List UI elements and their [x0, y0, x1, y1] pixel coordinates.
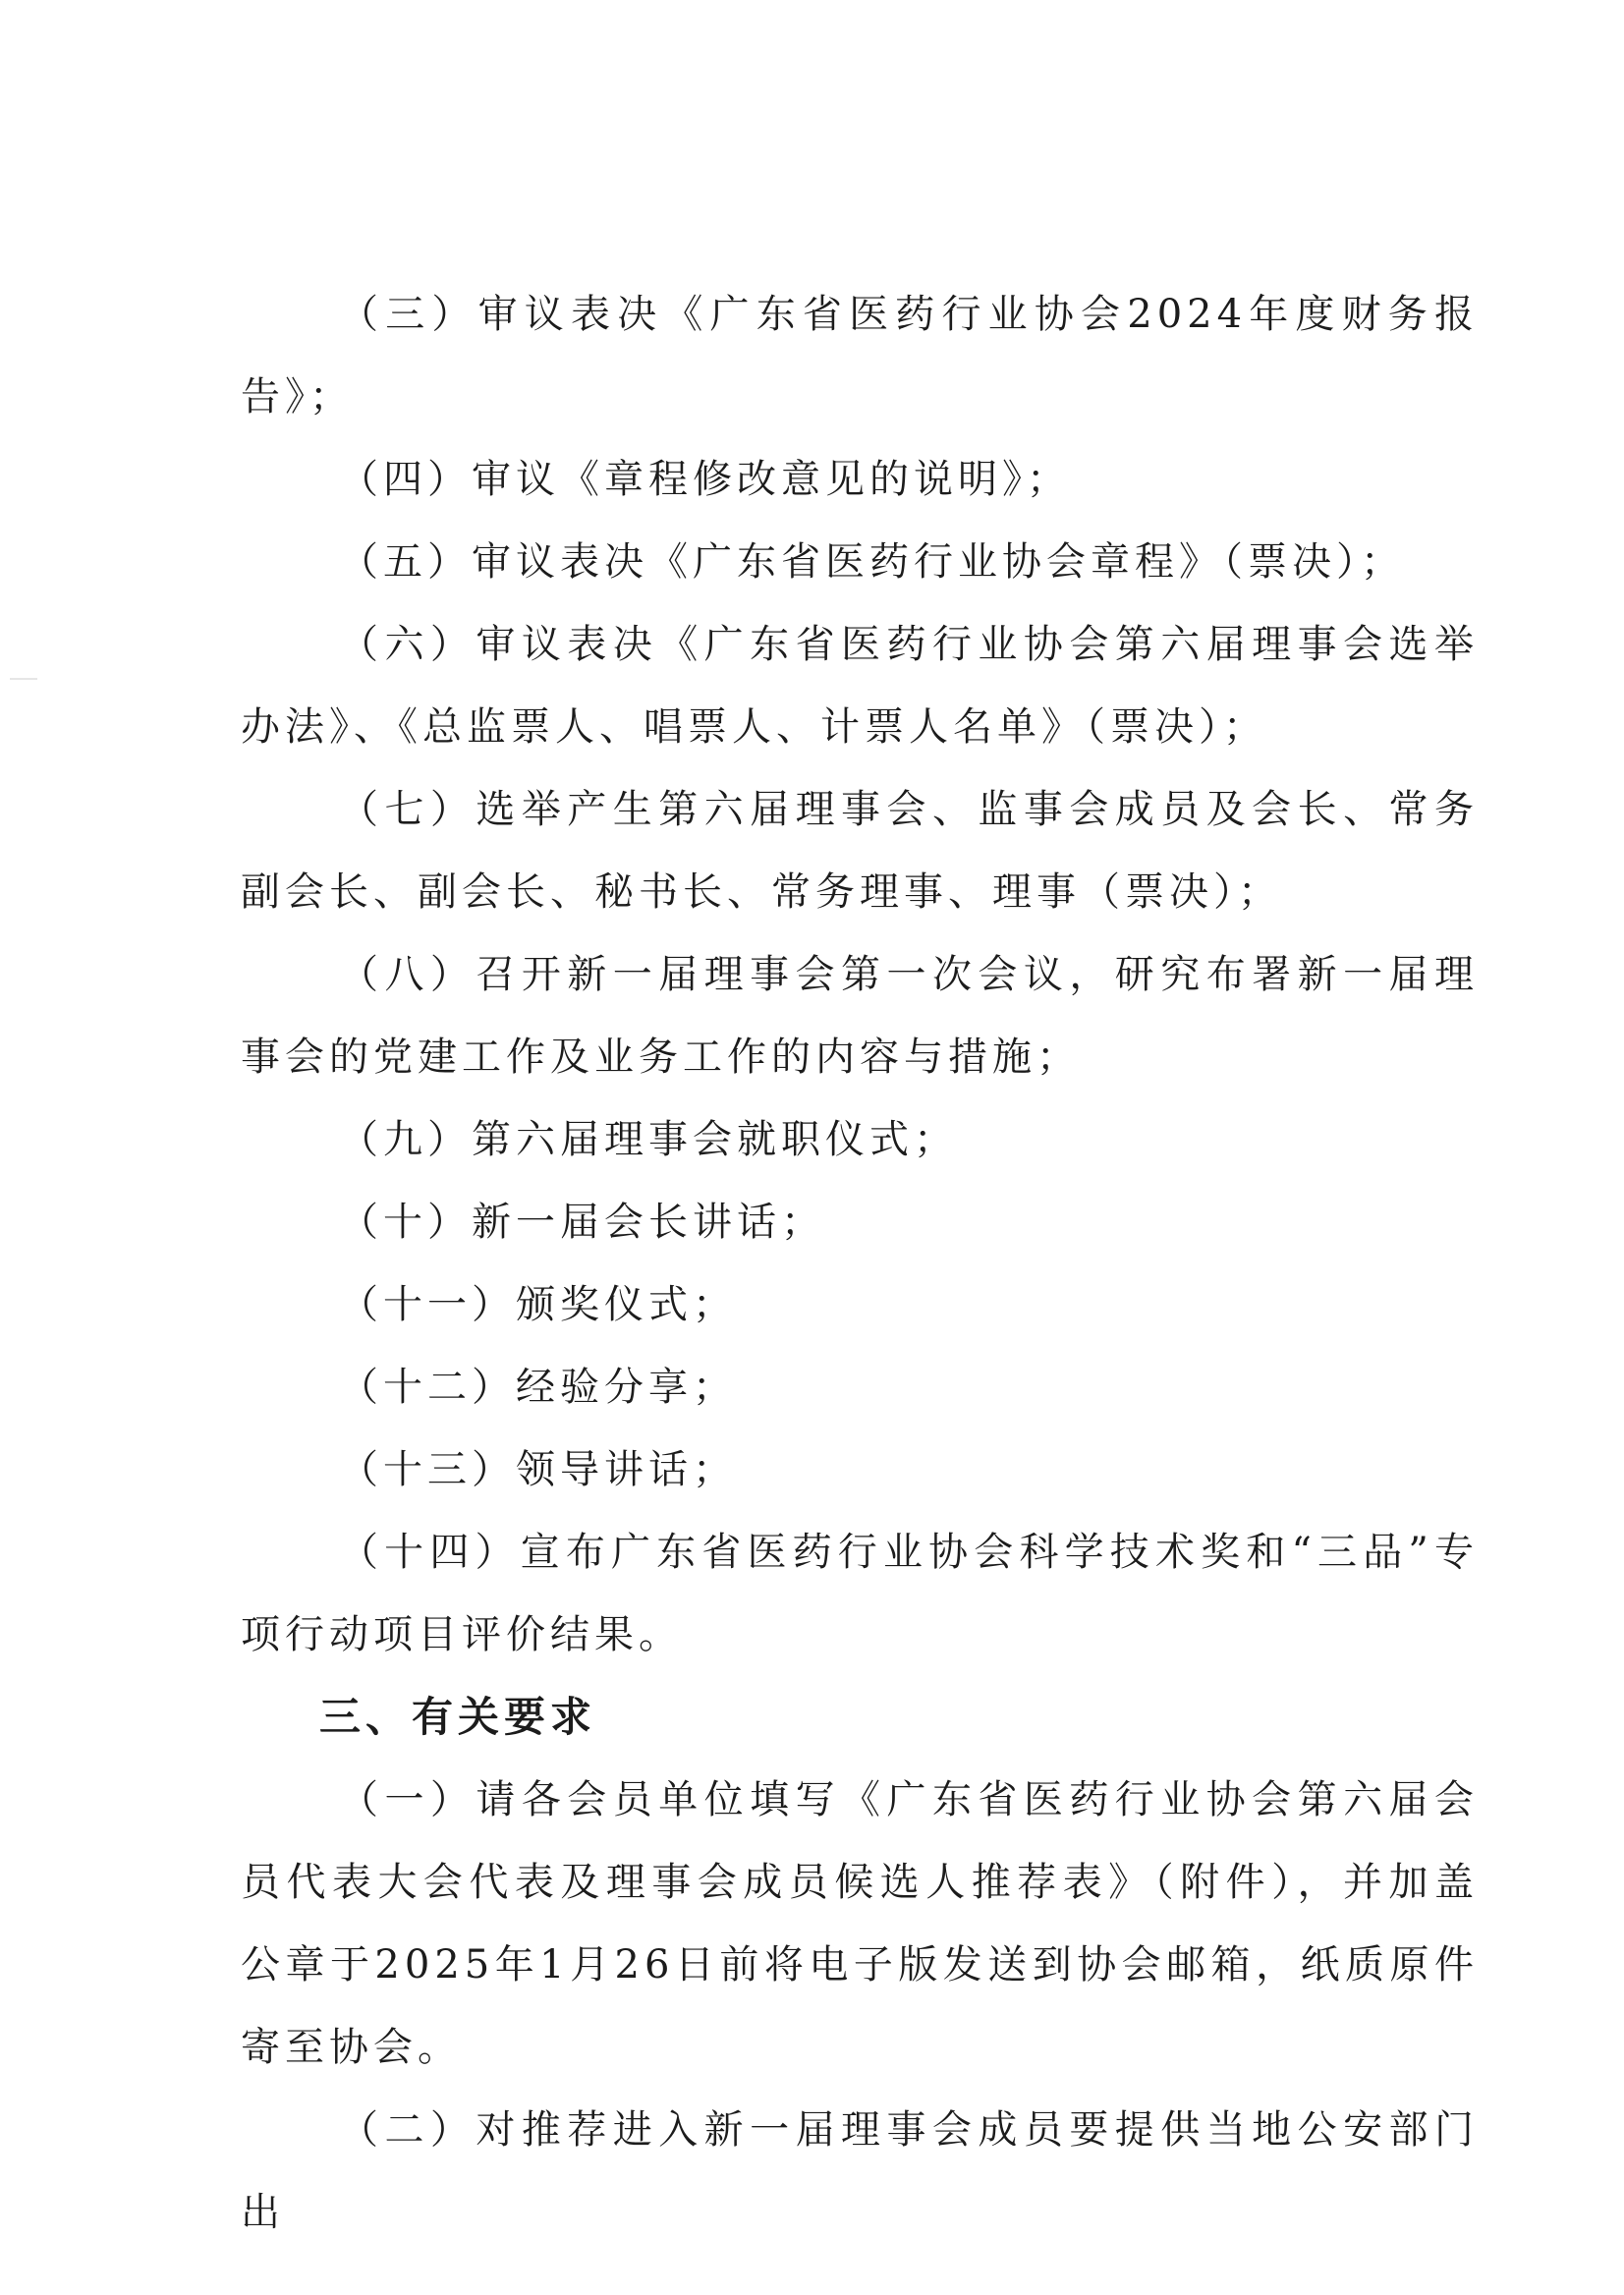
agenda-item-8: （八）召开新一届理事会第一次会议，研究布署新一届理事会的党建工作及业务工作的内容与措施； [241, 952, 1479, 1080]
agenda-item-11: （十一）颁奖仪式； [339, 1282, 737, 1327]
section-heading-requirements: 三、有关要求 [319, 1693, 597, 1741]
agenda-item-9: （九）第六届理事会就职仪式； [339, 1117, 958, 1162]
agenda-item-5: （五）审议表决《广东省医药行业协会章程》（票决）； [339, 539, 1405, 585]
agenda-item-4: （四）审议《章程修改意见的说明》； [339, 457, 1071, 502]
scan-artifact [10, 678, 37, 680]
agenda-item-3: （三）审议表决《广东省医药行业协会2024年度财务报告》； [241, 292, 1479, 420]
agenda-item-10: （十）新一届会长讲话； [339, 1200, 825, 1245]
agenda-item-6: （六）审议表决《广东省医药行业协会第六届理事会选举办法》、《总监票人、唱票人、计票人名单》（票决）； [241, 622, 1479, 750]
agenda-item-13: （十三）领导讲话； [339, 1447, 737, 1492]
document-body [241, 273, 1479, 2254]
agenda-item-14: （十四）宣布广东省医药行业协会科学技术奖和“三品”专项行动项目评价结果。 [241, 1530, 1479, 1657]
requirement-item-2: （二）对推荐进入新一届理事会成员要提供当地公安部门出 [241, 2107, 1479, 2235]
agenda-item-12: （十二）经验分享； [339, 1365, 737, 1410]
agenda-item-7: （七）选举产生第六届理事会、监事会成员及会长、常务副会长、副会长、秘书长、常务理事、理事（票决）； [241, 787, 1479, 915]
requirement-item-1: （一）请各会员单位填写《广东省医药行业协会第六届会员代表大会代表及理事会成员候选人推荐表》（附件），并加盖公章于2025年1月26日前将电子版发送到协会邮箱，纸质原件寄至协会。 [241, 1777, 1479, 2070]
